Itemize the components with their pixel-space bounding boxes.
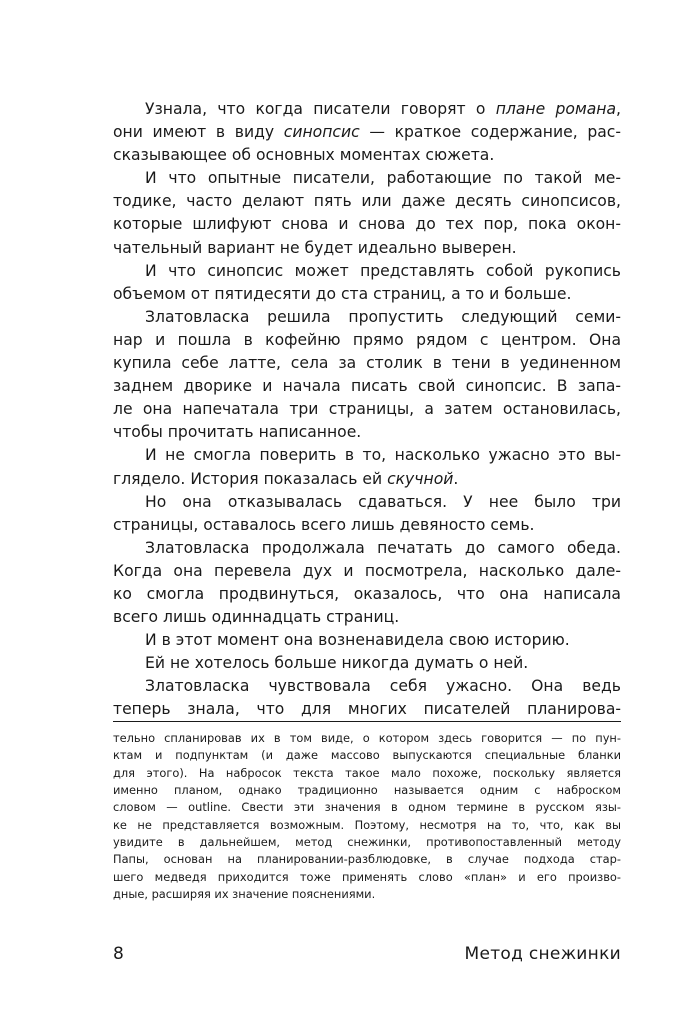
text-line: глядело. История показалась ей скучной. xyxy=(113,469,459,488)
text-line: И что синопсис может представлять собой рукопись xyxy=(145,261,621,280)
paragraph xyxy=(113,629,621,652)
text-line: нар и пошла в кофейню прямо рядом с центром. Она xyxy=(113,330,621,349)
footnote-line: словом — outline. Свести эти значения в одном термине в русском язы- xyxy=(113,800,621,815)
footnote-line: для этого). На набросок текста такое мало похоже, поскольку является xyxy=(113,765,621,780)
paragraph xyxy=(113,444,621,490)
text-line: Узнала, что когда писатели говорят о плане романа, xyxy=(145,100,621,118)
italic-term: плане романа xyxy=(495,100,617,118)
footnote-line: ктам и подпунктам (и даже массово выпускаются специальные бланки xyxy=(113,748,621,763)
page-number: 8 xyxy=(113,944,124,964)
paragraph xyxy=(113,260,621,306)
text-line: И не смогла поверить в то, насколько ужасно это вы- xyxy=(145,446,621,465)
italic-term: синопсис xyxy=(283,123,360,142)
text-line: всего лишь одиннадцать страниц. xyxy=(113,608,400,627)
text-line: ле она напечатала три страницы, а затем остановилась, xyxy=(113,400,621,419)
text-line: И в этот момент она возненавидела свою историю. xyxy=(145,631,570,650)
text-line: купила себе латте, села за столик в тени в уединенном xyxy=(113,354,621,373)
paragraph xyxy=(113,167,621,259)
text-line: Златовласка чувствовала себя ужасно. Она ведь xyxy=(145,677,621,696)
text-line: Но она отказывалась сдаваться. У нее было три xyxy=(145,492,621,511)
footnote-line: шего медведя приходится тоже применять слово «план» и его произво- xyxy=(113,869,621,884)
text-line: заднем дворике и начала писать свой синопсис. В запа- xyxy=(113,377,621,396)
paragraph xyxy=(113,306,621,445)
text-line: ко смогла продвинуться, оказалось, что она написала xyxy=(113,584,621,603)
main-text xyxy=(113,98,621,722)
paragraph xyxy=(113,98,621,167)
footnote-line: Папы, основан на планировании-разблюдовке, в случае подхода стар- xyxy=(113,852,621,867)
paragraph xyxy=(113,675,621,721)
paragraph xyxy=(113,652,621,675)
paragraph xyxy=(113,491,621,537)
footnote-line: дные, расширяя их значение пояснениями. xyxy=(113,887,376,902)
footnote-line: именно планом, однако традиционно называется одним с наброском xyxy=(113,783,621,798)
running-title: Метод снежинки xyxy=(464,944,621,964)
italic-term: скучной xyxy=(387,469,454,488)
text-line: страницы, оставалось всего лишь девяносто семь. xyxy=(113,515,535,534)
footnote-line: тельно спланировав их в том виде, о котором здесь говорится — по пун- xyxy=(113,731,621,745)
text-line: тодике, часто делают пять или даже десять синопсисов, xyxy=(113,192,621,211)
text-line: которые шлифуют снова и снова до тех пор, пока окон- xyxy=(113,215,621,234)
text-line: Когда она перевела дух и посмотрела, насколько дале- xyxy=(113,561,621,580)
text-line: они имеют в виду синопсис — краткое содержание, рас- xyxy=(113,123,621,142)
footnote-line: ке не представляется возможным. Поэтому, несмотря на то, что, как вы xyxy=(113,817,621,832)
text-line: теперь знала, что для многих писателей планирова- xyxy=(113,700,621,719)
footnote xyxy=(113,730,621,903)
text-line: сказывающее об основных моментах сюжета. xyxy=(113,146,495,165)
paragraph xyxy=(113,537,621,629)
footnote-line: увидите в дальнейшем, метод снежинки, противопоставленный методу xyxy=(113,835,621,850)
text-line: чтобы прочитать написанное. xyxy=(113,423,362,442)
text-line: чательный вариант не будет идеально выверен. xyxy=(113,238,517,257)
text-line: объемом от пятидесяти до ста страниц, а то и больше. xyxy=(113,284,572,303)
text-line: Ей не хотелось больше никогда думать о ней. xyxy=(145,654,529,673)
text-line: И что опытные писатели, работающие по такой ме- xyxy=(145,169,621,188)
footnote-divider xyxy=(113,721,621,722)
text-line: Златовласка продолжала печатать до самого обеда. xyxy=(145,538,621,557)
text-line: Златовласка решила пропустить следующий семи- xyxy=(145,307,621,326)
